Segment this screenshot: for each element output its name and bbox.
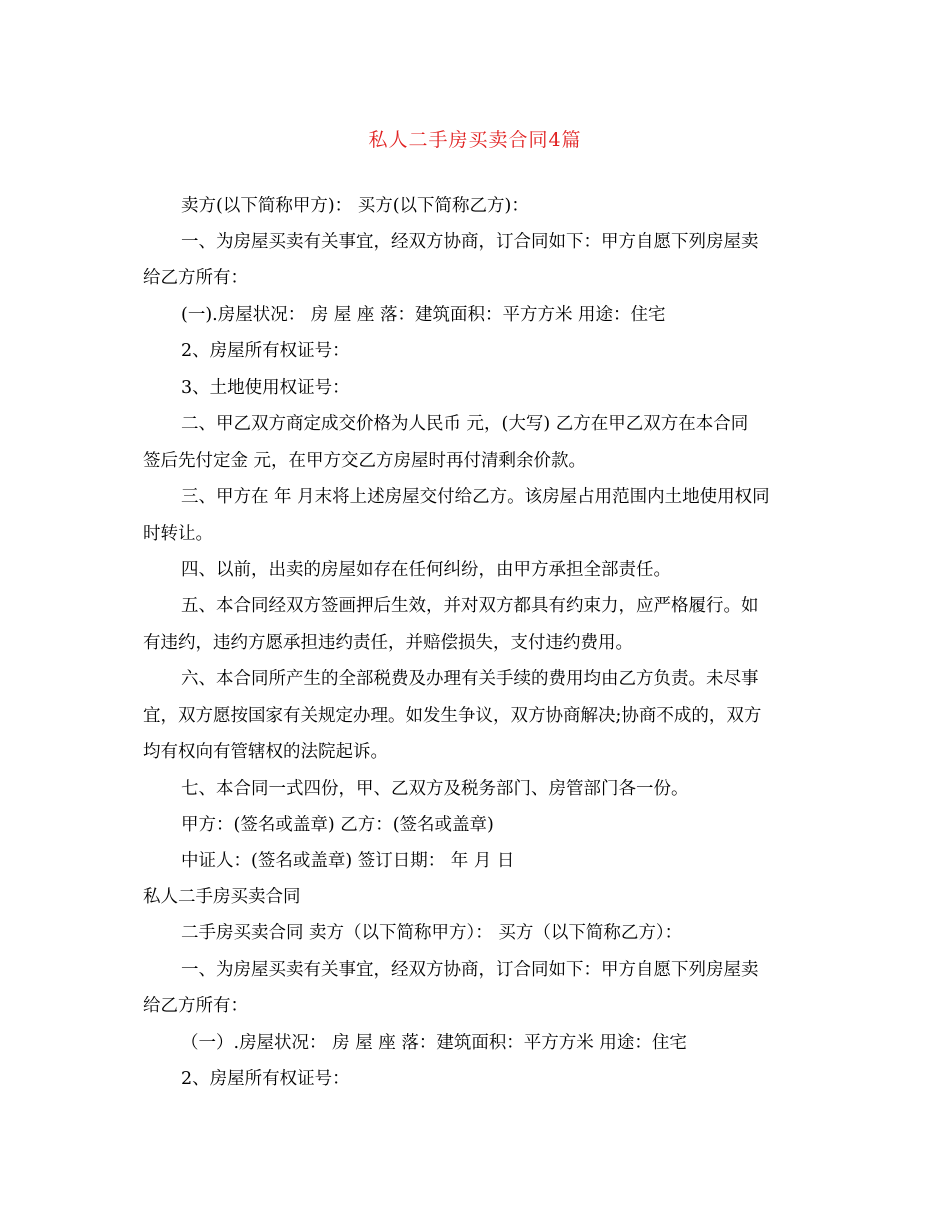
- text-line: 七、本合同一式四份，甲、乙双方及税务部门、房管部门各一份。: [181, 779, 689, 799]
- text-line: 一、为房屋买卖有关事宜，经双方协商，订合同如下：甲方自愿下列房屋卖: [181, 960, 759, 980]
- text-line: 二、甲乙双方商定成交价格为人民币 元，(大写) 乙方在甲乙双方在本合同: [181, 414, 749, 434]
- section-heading: 私人二手房买卖合同: [143, 887, 301, 907]
- text-line: 给乙方所有：: [143, 996, 248, 1016]
- text-line: 均有权向有管辖权的法院起诉。: [143, 742, 388, 762]
- text-line: 二手房买卖合同 卖方（以下简称甲方）： 买方（以下简称乙方）：: [181, 923, 683, 943]
- text-line: 时转让。: [143, 524, 213, 544]
- text-line: 2、房屋所有权证号：: [181, 1069, 350, 1089]
- text-line: (一).房屋状况： 房 屋 座 落：建筑面积：平方方米 用途：住宅: [181, 305, 666, 325]
- text-line: （一）.房屋状况： 房 屋 座 落：建筑面积：平方方米 用途：住宅: [181, 1033, 687, 1053]
- text-line: 五、本合同经双方签画押后生效，并对双方都具有约束力，应严格履行。如: [181, 596, 759, 616]
- text-line: 签后先付定金 元，在甲方交乙方房屋时再付清剩余价款。: [143, 451, 587, 471]
- document-title: 私人二手房买卖合同4篇: [368, 129, 582, 151]
- text-line: 3、土地使用权证号：: [181, 378, 350, 398]
- text-line: 三、甲方在 年 月末将上述房屋交付给乙方。该房屋占用范围内土地使用权同: [181, 487, 770, 507]
- text-line: 六、本合同所产生的全部税费及办理有关手续的费用均由乙方负责。未尽事: [181, 669, 759, 689]
- text-line: 中证人：(签名或盖章) 签订日期： 年 月 日: [181, 851, 515, 871]
- text-line: 有违约，违约方愿承担违约责任，并赔偿损失，支付违约费用。: [143, 633, 633, 653]
- text-line: 卖方(以下简称甲方)： 买方(以下简称乙方)：: [181, 196, 529, 216]
- text-line: 宜，双方愿按国家有关规定办理。如发生争议，双方协商解决;协商不成的，双方: [143, 706, 762, 726]
- text-line: 给乙方所有：: [143, 268, 248, 288]
- text-line: 2、房屋所有权证号：: [181, 341, 350, 361]
- text-line: 一、为房屋买卖有关事宜，经双方协商，订合同如下：甲方自愿下列房屋卖: [181, 232, 759, 252]
- text-line: 甲方：(签名或盖章) 乙方：(签名或盖章): [181, 815, 494, 835]
- text-line: 四、以前，出卖的房屋如存在任何纠纷，由甲方承担全部责任。: [181, 560, 671, 580]
